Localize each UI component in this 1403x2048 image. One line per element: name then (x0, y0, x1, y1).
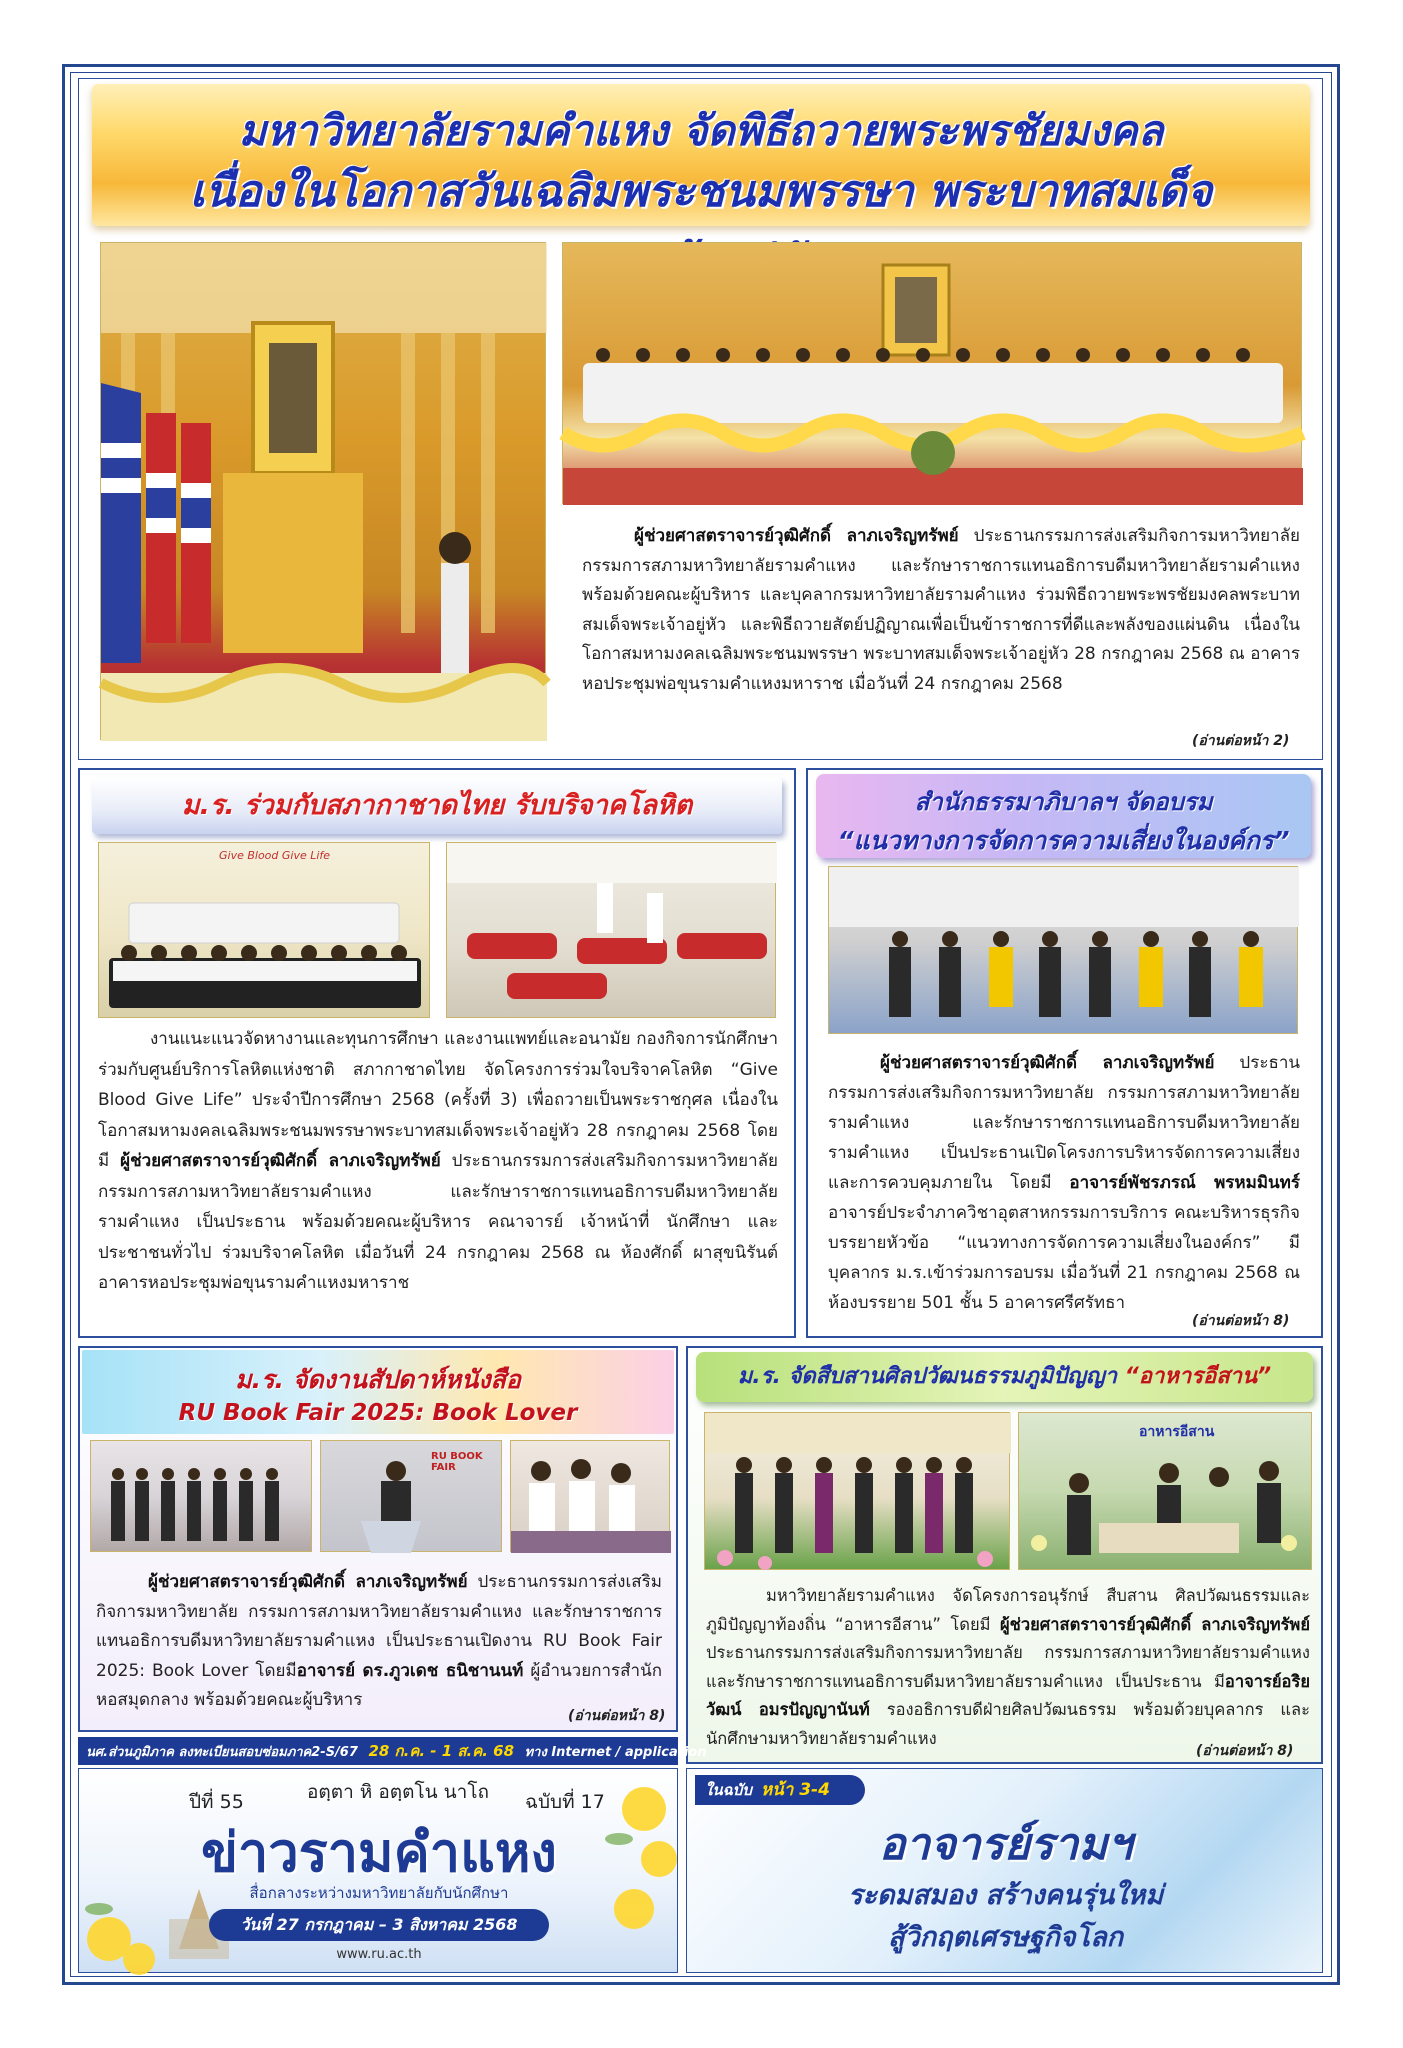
blood-donation-banner (92, 778, 782, 834)
notice-suffix: ทาง Internet / application (524, 1745, 707, 1760)
isan-speaker: อาจารย์อริยวัฒน์ อมรปัญญานันท์ (706, 1671, 1310, 1719)
bookfair-readers-illustration (511, 1441, 671, 1553)
notice-dates: 28 ก.ค. - 1 ส.ค. 68 (368, 1742, 515, 1760)
group-illustration (563, 243, 1303, 505)
masthead-motto: อตฺตา หิ อตฺตโน นาโถ (307, 1781, 490, 1803)
isan-title-highlight: “อาหารอีสาน” (1124, 1364, 1272, 1389)
isan-banner (696, 1352, 1313, 1402)
isan-text (706, 1582, 1310, 1753)
blood-donors-illustration (447, 843, 777, 1019)
bookfair-speaker: อาจารย์ ดร.ภูวเดช ธนิชานนท์ (296, 1660, 524, 1681)
masthead-url[interactable]: www.ru.ac.th (336, 1947, 422, 1962)
bookfair-group-illustration (91, 1441, 313, 1553)
governance-photo (828, 866, 1298, 1034)
blood-group-illustration (99, 843, 431, 1019)
masthead-date-badge (209, 1909, 549, 1941)
blood-photo-donors (446, 842, 776, 1018)
blood-body-part2: ประธานกรรมการส่งเสริมกิจการมหาวิทยาลัย กรรมการสภามหาวิทยาลัยรามคำแหง และรักษาราชการแทนอธิการบดีมหาวิทยาลัยรามคำแหง เป็นประธาน พร้อมด้วยคณะผู้บริหาร คณาจารย์ เจ้าหน้าที่ นักศึกษา และประชาชนทั่วไป ร่วมบริจาคโลหิต เมื่อวันที่ 24 กรกฎาคม 2568 ณ ห้องศักดิ์ ผาสุขนิรันต์ อาคารหอประชุมพ่อขุนรามคำแหงมหาราช (98, 1151, 778, 1293)
main-story-title-line2: เนื่องในโอกาสวันเฉลิมพระชนมพรรษา พระบาทสมเด็จ (189, 166, 1213, 217)
isan-body-part1: มหาวิทยาลัยรามคำแหง จัดโครงการอนุรักษ์ สืบสาน ศิลปวัฒนธรรมและภูมิปัญญาท้องถิ่น “อาหารอีสาน” โดยมี (706, 1586, 1310, 1634)
inside-label: ในฉบับ (705, 1781, 752, 1799)
masthead-date: วันที่ 27 กรกฎาคม – 3 สิงหาคม 2568 (240, 1915, 518, 1934)
bookfair-person: ผู้ช่วยศาสตราจารย์วุฒิศักดิ์ ลาภเจริญทรัพย์ (148, 1572, 468, 1592)
ceremony-illustration (101, 243, 547, 741)
notice-prefix: นศ.ส่วนภูมิภาค ลงทะเบียนสอบซ่อมภาค2-S/67 (86, 1745, 358, 1760)
main-photo-ceremony (100, 242, 546, 740)
main-photo-group (562, 242, 1302, 504)
isan-photo-group (704, 1412, 1010, 1570)
governance-title-line2: “แนวทางการจัดการความเสี่ยงในองค์กร” (837, 826, 1290, 855)
isan-read-more[interactable]: (อ่านต่อหน้า 8) (1196, 1743, 1294, 1759)
bookfair-body-part2: ผู้อำนวยการสำนักหอสมุดกลาง พร้อมด้วยคณะผู้บริหาร (96, 1660, 662, 1710)
masthead-issue: ฉบับที่ 17 (525, 1791, 605, 1813)
blood-person: ผู้ช่วยศาสตราจารย์วุฒิศักดิ์ ลาภเจริญทรัพย์ (120, 1151, 441, 1171)
main-story-banner (92, 84, 1310, 226)
bookfair-photo-speaker (320, 1440, 502, 1552)
governance-title-line1: สำนักธรรมาภิบาลฯ จัดอบรม (914, 788, 1213, 816)
isan-body-part2: ประธานกรรมการส่งเสริมกิจการมหาวิทยาลัย กรรมการสภามหาวิทยาลัยรามคำแหง และรักษาราชการแทนอธิการบดีมหาวิทยาลัยรามคำแหง เป็นประธาน มี (706, 1643, 1310, 1691)
governance-illustration (829, 867, 1299, 1035)
bookfair-text (96, 1568, 662, 1716)
main-story-person: ผู้ช่วยศาสตราจารย์วุฒิศักดิ์ ลาภเจริญทรัพย์ (634, 526, 959, 546)
main-story-title-line1: มหาวิทยาลัยรามคำแหง จัดพิธีถวายพระพรชัยมงคล (238, 106, 1164, 155)
isan-person: ผู้ช่วยศาสตราจารย์วุฒิศักดิ์ ลาภเจริญทรัพย์ (1000, 1614, 1310, 1634)
governance-text (828, 1048, 1300, 1318)
isan-photo-food (1018, 1412, 1312, 1570)
inside-issue (686, 1768, 1323, 1973)
blood-body-part1: งานแนะแนวจัดหางานและทุนการศึกษา และงานแพทย์และอนามัย กองกิจการนักศึกษาร่วมกับศูนย์บริการโลหิตแห่งชาติ สภากาชาดไทย จัดโครงการร่วมใจบริจาคโลหิต “Give Blood Give Life” ประจำปีการศึกษา 2568 (ครั้งที่ 3) เพื่อถวายเป็นพระราชกุศล เนื่องในโอกาสมหามงคลเฉลิมพระชนมพรรษาพระบาทสมเด็จพระเจ้าอยู่หัว 28 กรกฎาคม 2568 โดยมี (98, 1029, 778, 1171)
bookfair-read-more[interactable]: (อ่านต่อหน้า 8) (568, 1708, 666, 1724)
isan-photo-sign: อาหารอีสาน (1139, 1424, 1215, 1440)
bookfair-photo-readers (510, 1440, 670, 1552)
masthead (78, 1768, 678, 1973)
governance-person: ผู้ช่วยศาสตราจารย์วุฒิศักดิ์ ลาภเจริญทรัพย์ (880, 1053, 1215, 1073)
masthead-tagline: สื่อกลางระหว่างมหาวิทยาลัยกับนักศึกษา (249, 1884, 509, 1902)
main-story-body: ประธานกรรมการส่งเสริมกิจการมหาวิทยาลัย กรรมการสภามหาวิทยาลัยรามคำแหง และรักษาราชการแทนอธิการบดีมหาวิทยาลัยรามคำแหง พร้อมด้วยคณะผู้บริหาร และบุคลากรมหาวิทยาลัยรามคำแหง ร่วมพิธีถวายพระพรชัยมงคลพระบาทสมเด็จพระเจ้าอยู่หัว และพิธีถวายสัตย์ปฏิญาณเพื่อเป็นข้าราชการที่ดีและพลังของแผ่นดิน เนื่องในโอกาสมหามงคลเฉลิมพระชนมพรรษา พระบาทสมเด็จพระเจ้าอยู่หัว 28 กรกฎาคม 2568 ณ อาคารหอประชุมพ่อขุนรามคำแหงมหาราช เมื่อวันที่ 24 กรกฎาคม 2568 (582, 526, 1301, 694)
isan-group-illustration (705, 1413, 1011, 1571)
bookfair-title-line2: RU Book Fair 2025: Book Lover (178, 1400, 578, 1426)
isan-title-prefix: ม.ร. จัดสืบสานศิลปวัฒนธรรมภูมิปัญญา (737, 1364, 1117, 1389)
bookfair-photo-group (90, 1440, 312, 1552)
isan-body-part3: รองอธิการบดีฝ่ายศิลปวัฒนธรรม พร้อมด้วยบุคลากร และนักศึกษามหาวิทยาลัยรามคำแหง (706, 1700, 1310, 1748)
inside-label-bar (695, 1775, 865, 1805)
inside-headline: อาจารย์รามฯ (878, 1819, 1133, 1870)
isan-title (696, 1352, 1313, 1402)
main-story-text (582, 522, 1300, 699)
bookfair-title-line1: ม.ร. จัดงานสัปดาห์หนังสือ (235, 1365, 521, 1394)
blood-photo-group (98, 842, 430, 1018)
inside-sub1: ระดมสมอง สร้างคนรุ่นใหม่ (848, 1880, 1163, 1911)
registration-notice (78, 1737, 707, 1765)
bookfair-banner (82, 1350, 674, 1434)
governance-speaker: อาจารย์พัชรภรณ์ พรหมมินทร์ (1069, 1173, 1301, 1193)
masthead-name: ข่าวรามคำแหง (201, 1820, 557, 1884)
masthead-year: ปีที่ 55 (189, 1791, 244, 1813)
blood-donation-title: ม.ร. ร่วมกับสภากาชาดไทย รับบริจาคโลหิต (181, 790, 693, 821)
bookfair-photo-sign: RU BOOK FAIR (431, 1451, 483, 1473)
bookfair-body-part1: ประธานกรรมการส่งเสริมกิจการมหาวิทยาลัย กรรมการสภามหาวิทยาลัยรามคำแหง และรักษาราชการแทนอธิการบดีมหาวิทยาลัยรามคำแหง เป็นประธานเปิดงาน RU Book Fair 2025: Book Lover โดยมี (96, 1572, 663, 1681)
governance-read-more[interactable]: (อ่านต่อหน้า 8) (1192, 1313, 1290, 1329)
governance-body-part2: อาจารย์ประจำภาควิชาอุตสาหกรรมการบริการ คณะบริหารธุรกิจ บรรยายหัวข้อ “แนวทางการจัดการความเสี่ยงในองค์กร” มีบุคลากร ม.ร.เข้าร่วมการอบรม เมื่อวันที่ 21 กรกฎาคม 2568 ณ ห้องบรรยาย 501 ชั้น 5 อาคารศรีศรัทธา (828, 1203, 1300, 1313)
main-story-read-more[interactable]: (อ่านต่อหน้า 2) (1192, 733, 1290, 749)
inside-page: หน้า 3-4 (760, 1780, 830, 1800)
governance-banner (816, 774, 1311, 858)
governance-body-part1: ประธานกรรมการส่งเสริมกิจการมหาวิทยาลัย กรรมการสภามหาวิทยาลัยรามคำแหง และรักษาราชการแทนอธิการบดีมหาวิทยาลัยรามคำแหง เป็นประธานเปิดโครงการบริหารจัดการความเสี่ยงและการควบคุมภายใน โดยมี (828, 1053, 1301, 1193)
inside-sub2: สู้วิกฤตเศรษฐกิจโลก (888, 1922, 1123, 1953)
blood-photo-sign: Give Blood Give Life (219, 849, 331, 862)
blood-donation-text (98, 1024, 778, 1299)
